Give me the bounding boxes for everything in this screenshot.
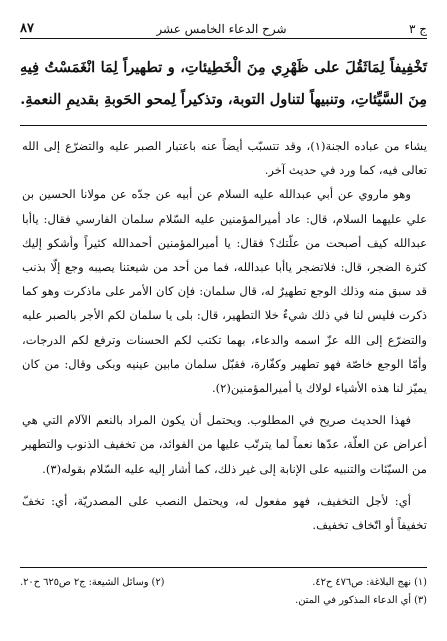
footnote-2: (٢) وسائل الشيعة: ج٢ ص٦٢٥ ح٢٠. — [20, 577, 165, 588]
paragraph: فهذا الحديث صريح في المطلوب. ويحتمل أن يكون المراد بالنعم الآلام التي هي أعراض عن العلّة، عدّها نعماً لما يترتّب عليها من الفوائد، من تخفيف الذنوب والتطهير من السيّئات والتنبيه على الإنابة إلى غير ذلك، كما أشار إليه عليه السّلام بقوله(٣). — [22, 413, 427, 476]
chapter-marker: ج ٣ — [408, 22, 427, 36]
running-title: شرح الدعاء الخامس عشر — [156, 22, 287, 36]
quoted-prayer-text: تَخْفِيفاً لِمَاثَقُلَ على ظَهْرِي مِنَ الْخَطِيئاتِ، و تطهيراً لِمَا انْغَمَسْتُ فِيهِ مِنَ السَّيِّئاتِ، وتنبيهاً لتناول التوبة، وتذكيراً لِمحو الحَوبةِ بقديمِ النعمةِ. — [20, 59, 427, 108]
paragraph: أي: لأجل التخفيف، فهو مفعول له، ويحتمل النصب على المصدريّة، أي: تخفّ تخفيفاً أو اتّخاف تخفيف. — [22, 493, 427, 533]
paragraph: يشاء من عباده الجنة(١)، وقد تتسبّب أيضاً عنه باعتبار الصبر عليه والتضرّع إلى الله تعالى فيه، كما ورد في حديث آخر. — [22, 139, 427, 178]
footnote-row — [20, 574, 427, 592]
page-header — [20, 14, 427, 36]
footnote-1: (١) نهج البلاغة: ص٤٧٦ ح٤٢. — [312, 577, 427, 588]
page-number: ٨٧ — [20, 21, 34, 36]
header-divider — [20, 38, 427, 39]
footnotes — [20, 574, 427, 610]
footnote-3: (٣) أي الدعاء المذكور في المتن. — [295, 595, 427, 606]
quote-divider — [20, 125, 427, 126]
commentary-body — [22, 134, 427, 537]
footnote-divider — [20, 567, 427, 568]
paragraph: وهو ماروي عن أبي عبدالله عليه السلام عن أبيه عن جدّه عن مولانا الحسين بن علي عليهما السلام، قال: عاد أميرالمؤمنين عليه السّلام سلمان الفارسي فقال: ياأبا عبدالله كيف أصبحت من علّتك؟ فقال: يا أميرالمؤمنين أحمدالله كثيراً وأشكو إليك كثرة الضجر، قال: فلاتضجر ياأبا عبدالله، فما من أحد من شيعتنا يصيبه وجع إلّا بذنب قد سبق منه وذلك الوجع تطهيرٌ له، قال سلمان: فإن كان الأمر على ماذكرت وهو كما ذكرت فليس لنا في ذلك شيءٌ خلا التطهير، قال: بلى يا سلمان لكم الأجر بالصبر عليه والتضرّع إلى الله عزّ اسمه والدعاء، بهما تكتب لكم الحسنات وترفع لكم الدرجات، وأمّا الوجع خاصّة فهو تطهير وكفّارة، فقبّل سلمان مابين عينيه وبكى وقال: من كان يميّز لنا هذه الأشياء لولاك يا أميرالمؤمنين(٢). — [22, 187, 427, 396]
